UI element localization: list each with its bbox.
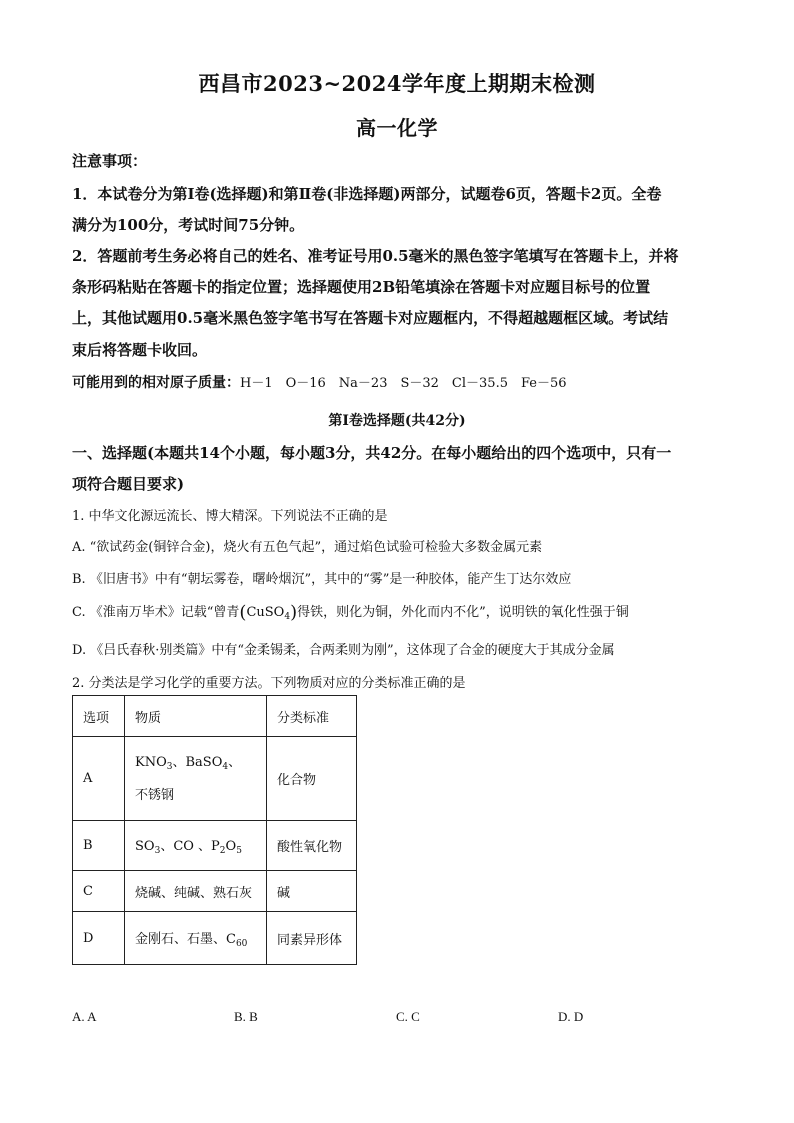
row-c-standard: 碱 [267, 871, 357, 912]
q2-answer-c: C. C [396, 1009, 420, 1024]
note-2-line-2: 条形码粘贴在答题卡的指定位置；选择题使用2B铅笔填涂在答题卡对应题目标号的位置 [72, 278, 651, 296]
header-substance: 物质 [125, 696, 267, 737]
header-standard: 分类标准 [267, 696, 357, 737]
row-a-option: A [73, 737, 125, 821]
row-d-substances: 金刚石、石墨、$C_{60}$ [125, 912, 267, 965]
q2-answer-a: A. A [72, 1009, 97, 1024]
q1-option-d: D. 《吕氏春秋·别类篇》中有“金柔锡柔，合两柔则为刚”，这体现了合金的硬度大于其成分金属 [72, 643, 615, 658]
row-b-substances: $SO_3$、CO 、$P_2O_5$ [125, 821, 267, 871]
q1-option-b: B. 《旧唐书》中有“朝坛雾卷，曙岭烟沉”，其中的“雾”是一种胶体，能产生丁达尔效应 [72, 572, 572, 587]
note-2-line-1: 2．答题前考生务必将自己的姓名、准考证号用0.5毫米的黑色签字笔填写在答题卡上，并将 [72, 247, 679, 265]
notes-heading: 注意事项： [72, 152, 148, 170]
row-c-option: C [73, 871, 125, 912]
section-1-instruction-line-2: 项符合题目要求) [72, 475, 185, 493]
note-2-line-4: 束后将答题卡收回。 [72, 341, 208, 359]
header-option: 选项 [73, 696, 125, 737]
q2-answer-d: D. D [558, 1009, 584, 1024]
section-1-heading: 第Ⅰ卷选择题(共42分) [328, 413, 466, 429]
q1-option-c-formula: CuSO [246, 605, 285, 620]
atomic-mass-label: 可能用到的相对原子质量： [72, 375, 240, 391]
section-1-instruction-line-1: 一、选择题(本题共14个小题，每小题3分，共42分。在每小题给出的四个选项中，只有一 [72, 444, 672, 462]
row-c-substances: 烧碱、纯碱、熟石灰 [125, 871, 267, 912]
note-2-line-3: 上，其他试题用0.5毫米黑色签字笔书写在答题卡对应题框内，不得超越题框区域。考试结 [72, 309, 669, 327]
row-a-standard: 化合物 [267, 737, 357, 821]
row-b-standard: 酸性氧化物 [267, 821, 357, 871]
q1-option-a: A. “欲试药金(铜锌合金)，烧火有五色气起”，通过焰色试验可检验大多数金属元素 [72, 540, 543, 555]
table-header-row [73, 696, 357, 737]
atomic-mass-values: H－1 O－16 Na－23 S－32 Cl－35.5 Fe－56 [240, 376, 567, 391]
table-row [73, 821, 357, 871]
table-row [73, 912, 357, 965]
q1-option-c-subscript: 4 [284, 612, 291, 622]
note-1-line-2: 满分为100分，考试时间75分钟。 [72, 216, 305, 234]
q2-table [72, 695, 357, 965]
note-1-line-1: 1．本试卷分为第Ⅰ卷(选择题)和第Ⅱ卷(非选择题)两部分，试题卷6页，答题卡2页。全卷 [72, 185, 662, 203]
table-row [73, 871, 357, 912]
q1-option-c-post: 得铁，则化为铜，外化而内不化”，说明铁的氧化性强于铜 [297, 605, 629, 620]
q1-option-c: C. 《淮南万毕术》记载“曾青(CuSO$_4$)得铁，则化为铜，外化而内不化”，说明铁的氧化性强于铜 [72, 602, 629, 623]
exam-subject: 高一化学 [356, 116, 438, 140]
q2-answer-b: B. B [234, 1009, 258, 1024]
row-d-option: D [73, 912, 125, 965]
row-d-standard: 同素异形体 [267, 912, 357, 965]
row-a-substances: $KNO_3$、BaSO$_4$、 不锈钢 [125, 737, 267, 821]
q1-stem: 1. 中华文化源远流长、博大精深。下列说法不正确的是 [72, 509, 388, 524]
row-b-option: B [73, 821, 125, 871]
q2-stem: 2. 分类法是学习化学的重要方法。下列物质对应的分类标准正确的是 [72, 676, 466, 691]
q1-option-c-pre: C. 《淮南万毕术》记载“曾青 [72, 605, 240, 620]
exam-title: 西昌市2023~2024学年度上期期末检测 [198, 71, 596, 96]
atomic-mass-line [72, 372, 732, 392]
table-row [73, 737, 357, 821]
